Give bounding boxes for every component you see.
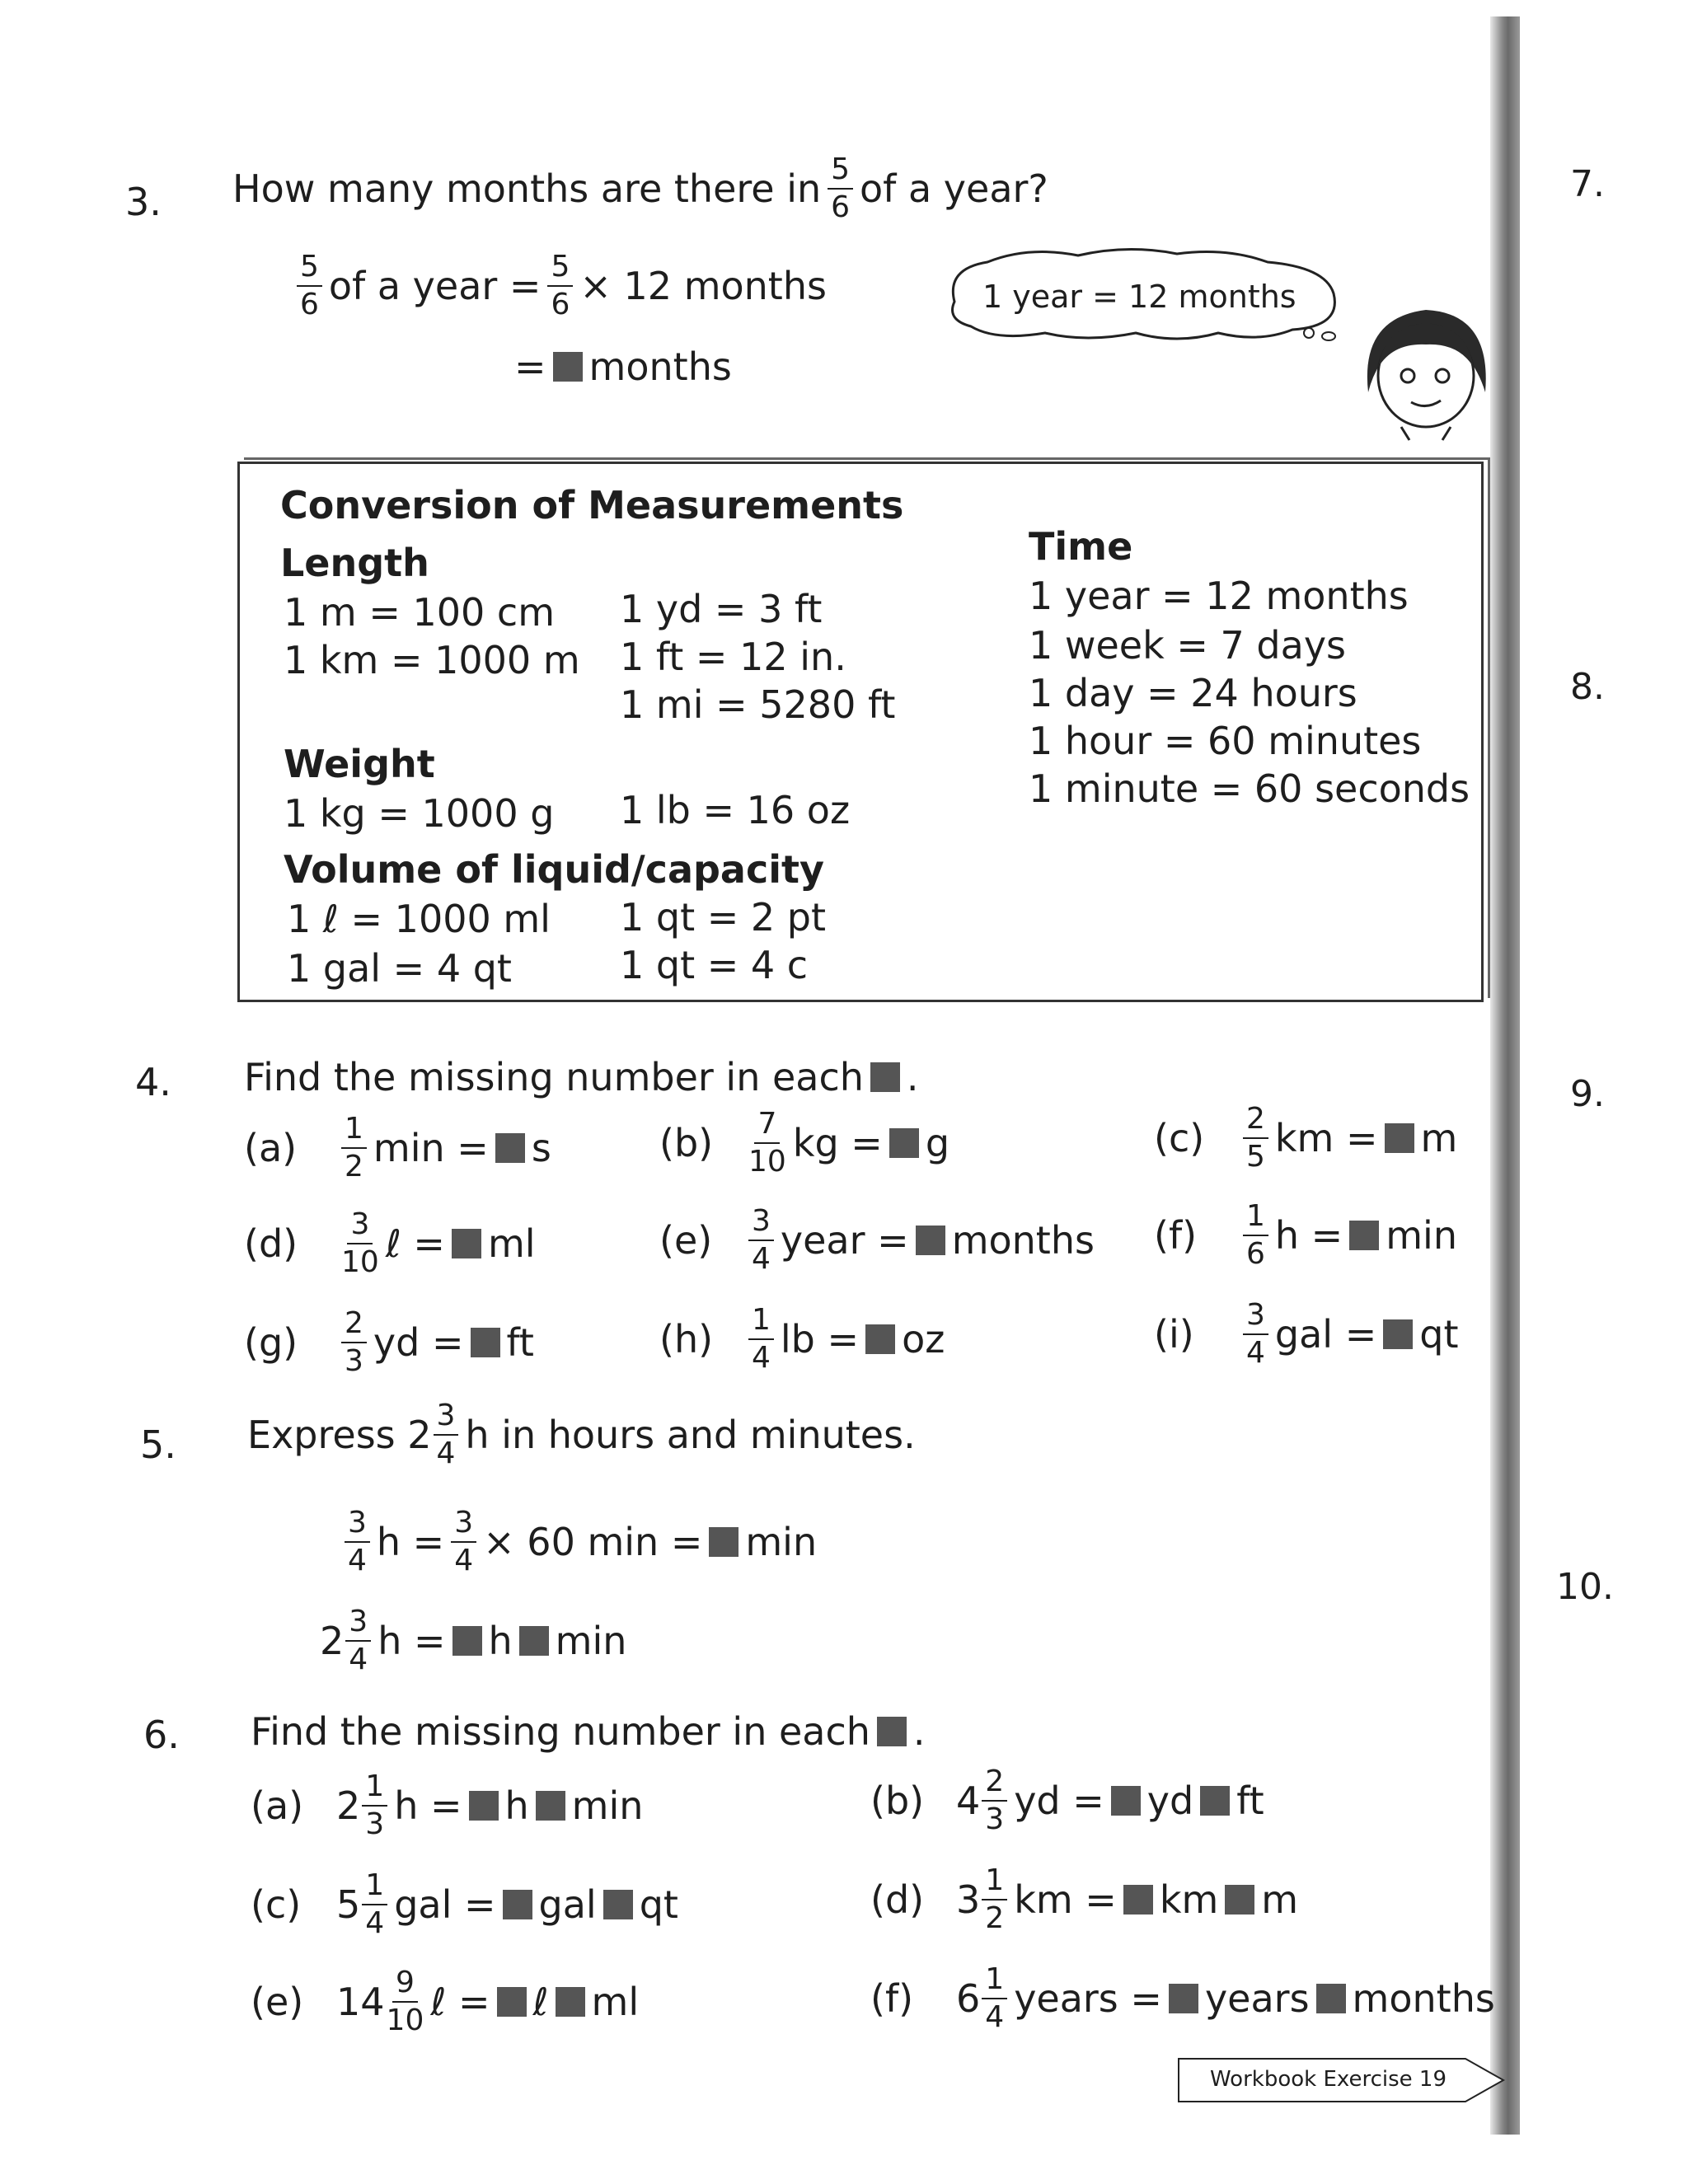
whole-number: 3 [956,1877,981,1922]
text: Express 2 [247,1413,432,1457]
text: min = [373,1126,489,1170]
numerator: 3 [345,1508,370,1543]
volume-row: 1 qt = 4 c [620,943,809,987]
text: months [951,1218,1095,1263]
q3-question-text: How many months are there in [232,166,822,211]
side-number: 7. [1570,163,1605,205]
text: ℓ [532,1980,549,2024]
text: min [571,1783,644,1828]
fraction [748,1204,774,1276]
numerator: 2 [341,1309,367,1343]
length-row: 1 ft = 12 in. [620,635,846,679]
answer-blank [916,1226,945,1255]
text: h = [376,1520,445,1564]
answer-blank [603,1890,633,1919]
denominator: 6 [551,288,570,321]
answer-blank [1169,1984,1198,2013]
text: h in hours and minutes. [465,1413,916,1457]
q3-line2 [514,344,732,389]
text: h [488,1619,513,1663]
numerator: 2 [1243,1104,1268,1139]
text: km = [1014,1877,1117,1922]
text: qt [639,1882,678,1927]
fraction [297,252,322,320]
numerator: 7 [754,1109,780,1144]
item-label: (b) [870,1779,925,1823]
fraction [345,1508,370,1576]
text: years [1204,1976,1310,2021]
prompt-text: Find the missing number in each [251,1709,870,1754]
text: gal [538,1882,597,1927]
answer-blank [865,1324,895,1354]
text: h [504,1783,529,1828]
item-label: (h) [659,1317,714,1361]
numerator: 3 [434,1401,459,1436]
answer-blank [503,1890,532,1919]
fraction [451,1508,476,1576]
denominator: 6 [831,190,851,224]
denominator: 4 [436,1436,456,1470]
denominator: 10 [386,2004,424,2037]
item-label: (f) [1154,1213,1198,1258]
numerator: 9 [392,1968,418,2003]
q4-item [659,1204,1095,1276]
text: min [555,1619,627,1663]
fraction [748,1109,786,1177]
text: h = [1274,1213,1343,1258]
answer-blank [497,1987,527,2017]
answer-blank [556,1987,585,2017]
prompt-text: Find the missing number in each [244,1055,864,1099]
denominator: 3 [985,1802,1005,1836]
item-label: (b) [659,1121,714,1165]
text: × 12 months [579,264,827,308]
q5-prompt [247,1401,916,1469]
text: gal = [1274,1312,1377,1357]
time-row: 1 minute = 60 seconds [1029,766,1470,811]
denominator: 4 [365,1906,385,1940]
item-label: (c) [251,1882,302,1927]
q3-question-text: of a year? [860,166,1048,211]
answer-blank [1225,1885,1254,1915]
fraction [362,1769,387,1841]
length-heading: Length [280,541,429,585]
denominator: 6 [300,288,319,321]
denominator: 4 [454,1544,474,1577]
answer-blank [1349,1221,1379,1250]
text: of a year = [328,264,542,308]
item-label: (g) [244,1320,298,1365]
equals-sign: = [514,344,546,389]
text: yd = [373,1320,464,1365]
whole-number: 2 [320,1619,345,1663]
denominator: 2 [985,1901,1005,1935]
answer-blank [1200,1786,1230,1816]
answer-blank [536,1791,565,1821]
side-number: 8. [1570,666,1605,708]
text: g [925,1121,950,1165]
thought-text: 1 year = 12 months [982,279,1296,315]
denominator: 10 [748,1145,786,1179]
fraction [547,252,573,320]
answer-blank [469,1791,499,1821]
text: ft [1236,1779,1264,1823]
text: h = [377,1619,446,1663]
text: ml [591,1980,640,2024]
side-number: 10. [1556,1566,1614,1608]
q6-item [870,1767,1264,1835]
fraction [982,1863,1007,1935]
fraction [982,1962,1007,2034]
answer-blank [870,1062,900,1092]
whole-number: 5 [336,1882,361,1927]
numerator: 3 [345,1607,371,1642]
q4-item [659,1305,945,1373]
numerator: 1 [341,1114,367,1149]
weight-heading: Weight [284,742,435,786]
volume-row: 1 ℓ = 1000 ml [287,897,551,941]
girl-illustration [1352,293,1500,442]
text: gal = [394,1882,496,1927]
whole-number: 4 [956,1779,981,1823]
whole-number: 6 [956,1976,981,2021]
time-row: 1 week = 7 days [1029,623,1347,668]
time-row: 1 hour = 60 minutes [1029,719,1422,763]
text: qt [1419,1312,1459,1357]
denominator: 5 [1246,1140,1265,1174]
fraction [982,1767,1007,1835]
q4-item [1154,1199,1457,1271]
fraction [1243,1104,1268,1172]
numerator: 3 [1243,1301,1268,1335]
answer-blank [519,1626,549,1656]
q4-item [1154,1104,1457,1172]
numerator: 2 [982,1767,1007,1802]
q4-item [244,1114,551,1182]
volume-row: 1 gal = 4 qt [287,946,512,991]
volume-row: 1 qt = 2 pt [620,895,827,940]
whole-number: 2 [336,1783,361,1828]
fraction [748,1305,774,1373]
text: months [1352,1976,1495,2021]
numerator: 3 [451,1508,476,1543]
numerator: 5 [297,252,322,287]
denominator: 4 [349,1643,368,1676]
text: min [1386,1213,1457,1258]
item-label: (e) [659,1218,713,1263]
text: ℓ = [385,1221,445,1266]
answer-blank [889,1128,919,1158]
text: s [531,1126,551,1170]
text: year = [780,1218,909,1263]
item-label: (a) [244,1126,298,1170]
numerator: 1 [748,1305,774,1340]
answer-blank [452,1229,481,1258]
answer-blank [452,1626,482,1656]
q6-prompt: Find the missing number in each . [251,1709,926,1754]
answer-blank [1383,1319,1413,1349]
numerator: 1 [362,1871,387,1905]
denominator: 4 [348,1544,367,1577]
denominator: 3 [365,1807,385,1841]
time-row: 1 day = 24 hours [1029,671,1357,715]
fraction [434,1401,459,1469]
item-label: (e) [251,1980,304,2024]
q4-item [244,1306,534,1378]
fraction [341,1114,367,1182]
q4-item [659,1109,950,1177]
answer-blank [1316,1984,1346,2013]
item-label: (d) [870,1877,925,1922]
text: m [1261,1877,1299,1922]
text: h = [394,1783,462,1828]
question-number: 4. [135,1060,171,1104]
q5-line2 [320,1607,626,1675]
numerator: 1 [982,1965,1007,1999]
item-label: (f) [870,1976,914,2021]
time-row: 1 year = 12 months [1029,574,1409,618]
denominator: 4 [752,1341,771,1375]
fraction [387,1968,424,2036]
q4-item [244,1207,536,1279]
text: min [745,1520,818,1564]
weight-row: 1 lb = 16 oz [620,788,851,832]
denominator: 2 [345,1150,363,1183]
answer-blank [1385,1123,1414,1153]
text: yd [1146,1779,1194,1823]
numerator: 5 [547,252,573,287]
whole-number: 14 [336,1980,385,2024]
item-label: (a) [251,1783,304,1828]
length-row: 1 mi = 5280 ft [620,682,896,727]
item-label: (c) [1154,1116,1205,1160]
fraction [1243,1199,1268,1271]
question-number: 6. [143,1713,180,1757]
text: oz [902,1317,945,1361]
table-title: Conversion of Measurements [280,483,904,527]
length-row: 1 m = 100 cm [284,590,556,635]
q4-prompt: Find the missing number in each . [244,1055,919,1099]
q6-item [251,1769,644,1841]
volume-heading: Volume of liquid/capacity [284,847,824,892]
workbook-exercise-label: Workbook Exercise 19 [1210,2067,1447,2092]
text: months [588,344,732,389]
answer-blank [877,1717,907,1746]
answer-blank [471,1328,500,1357]
question-number: 3. [125,180,162,224]
denominator: 4 [985,2000,1005,2034]
text: ml [487,1221,536,1266]
denominator: 3 [345,1344,363,1378]
text: m [1420,1116,1458,1160]
q3-question [232,152,1048,224]
numerator: 5 [828,155,853,190]
text: years = [1014,1976,1162,2021]
question-number: 5. [140,1422,176,1467]
answer-blank [553,352,583,382]
q6-item [251,1868,678,1940]
q5-line1 [338,1508,817,1576]
q4-item [1154,1298,1459,1370]
fraction [341,1306,367,1378]
item-label: (d) [244,1221,298,1266]
text: lb = [780,1317,860,1361]
answer-blank [495,1133,525,1163]
denominator: 4 [752,1242,771,1276]
text: yd = [1014,1779,1104,1823]
fraction [345,1607,371,1675]
answer-blank [709,1527,738,1557]
denominator: 4 [1246,1336,1265,1370]
q3-line1 [290,252,827,320]
item-label: (i) [1154,1312,1194,1357]
q6-item [870,1962,1495,2034]
text: km [1159,1877,1219,1922]
numerator: 3 [748,1207,774,1241]
time-heading: Time [1029,524,1133,569]
weight-row: 1 kg = 1000 g [284,791,555,836]
answer-blank [1111,1786,1141,1816]
q6-item [251,1968,639,2036]
length-row: 1 yd = 3 ft [620,587,823,631]
side-number: 9. [1570,1073,1605,1115]
length-row: 1 km = 1000 m [284,638,580,682]
text: kg = [792,1121,883,1165]
fraction [362,1868,387,1940]
text: ft [506,1320,534,1365]
numerator: 1 [1243,1202,1268,1236]
answer-blank [1123,1885,1153,1915]
numerator: 1 [982,1866,1007,1900]
numerator: 1 [362,1772,387,1807]
q6-item [870,1863,1299,1935]
text: ℓ = [430,1980,490,2024]
fraction [828,152,853,224]
text: km = [1274,1116,1378,1160]
fraction [1243,1298,1268,1370]
text: × 60 min = [483,1520,703,1564]
denominator: 6 [1246,1237,1265,1271]
numerator: 3 [347,1210,373,1244]
denominator: 10 [341,1245,379,1279]
fraction [341,1207,379,1279]
